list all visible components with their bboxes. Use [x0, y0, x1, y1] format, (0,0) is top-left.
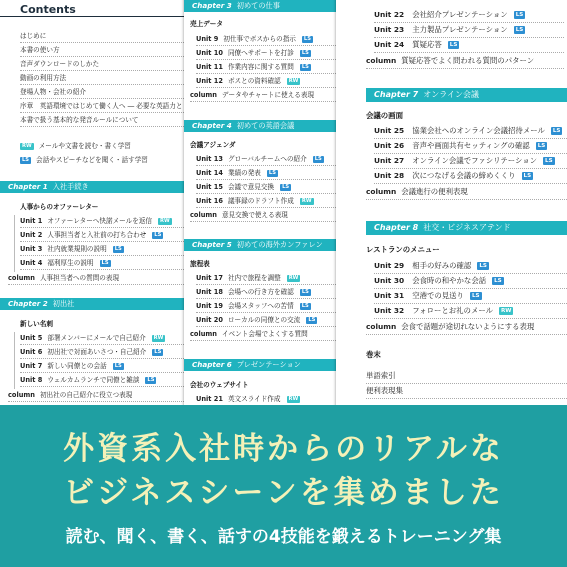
- section-title: 会議の画面: [366, 111, 403, 120]
- unit-number: Unit 12: [196, 77, 223, 85]
- toc-unit-row: [196, 153, 354, 166]
- ls-tag: LS: [114, 362, 122, 369]
- unit-title: 同僚へサポートを打診: [227, 49, 294, 57]
- toc-unit-row: [20, 215, 190, 228]
- ls-tag: LS: [154, 348, 162, 355]
- column-label: column: [190, 91, 217, 99]
- toc-intro-text: 本書で扱う基本的な発音ルールについて: [20, 116, 139, 124]
- toc-column-row: [8, 389, 190, 402]
- toc-unit-row: [196, 300, 354, 313]
- toc-unit-row: [196, 33, 354, 46]
- toc-intro-text: 登場人物・会社の紹介: [20, 88, 86, 96]
- unit-title: 会食時の和やかな会話: [412, 276, 487, 285]
- unit-number: Unit 26: [374, 141, 405, 150]
- unit-title: 議事録のドラフト作成: [227, 197, 294, 205]
- unit-number: Unit 4: [20, 259, 43, 267]
- toc-column-row: [8, 272, 190, 285]
- chapter-title: 初めての英語会議: [236, 121, 295, 130]
- toc-intro-text: 音声ダウンロードのしかた: [20, 60, 100, 68]
- unit-number: Unit 20: [196, 316, 223, 324]
- unit-number: Unit 32: [374, 306, 405, 315]
- appendix-item-text: 単語索引: [366, 371, 396, 380]
- unit-number: Unit 29: [374, 261, 405, 270]
- unit-bracket-line: [14, 215, 15, 272]
- chapter-number: Chapter 3: [192, 1, 232, 10]
- ls-tag: LS: [449, 42, 458, 48]
- column-label: column: [8, 274, 35, 282]
- unit-number: Unit 14: [196, 169, 223, 177]
- ls-tag: LS: [147, 376, 155, 383]
- unit-number: Unit 13: [196, 155, 223, 163]
- unit-number: Unit 15: [196, 183, 223, 191]
- toc-page-right: [336, 0, 567, 416]
- unit-title: 英文スライド作成: [227, 395, 281, 403]
- toc-unit-row: [374, 289, 567, 304]
- appendix-item: [366, 384, 567, 399]
- section-title: 売上データ: [190, 20, 223, 28]
- toc-unit-row: [196, 286, 354, 299]
- unit-title: 新しい同僚との会話: [47, 362, 107, 370]
- toc-unit-row: [196, 181, 354, 194]
- rw-tag: RW: [500, 308, 512, 314]
- toc-column-row: [190, 89, 354, 102]
- column-label: column: [190, 211, 217, 219]
- appendix-item-text: 便利表現集: [366, 386, 403, 395]
- section-title: 会議アジェンダ: [190, 141, 236, 149]
- ls-tag: LS: [303, 35, 311, 42]
- toc-unit-row: [20, 332, 190, 345]
- toc-unit-row: [20, 229, 190, 242]
- toc-unit-row: [374, 139, 567, 154]
- promo-banner: [0, 405, 567, 567]
- toc-unit-row: [374, 38, 564, 53]
- chapter-title: 初めての仕事: [236, 1, 280, 10]
- column-label: column: [8, 391, 35, 399]
- toc-intro-item: [20, 72, 190, 85]
- unit-title: 初仕事でボスからの指示: [223, 35, 296, 43]
- rw-tag: RW: [288, 77, 299, 84]
- unit-title: 主力製品プレゼンテーション: [412, 25, 508, 34]
- toc-intro-item: [20, 58, 190, 71]
- unit-number: Unit 19: [196, 302, 223, 310]
- unit-title: 相手の好みの確認: [412, 261, 472, 270]
- toc-intro-text: はじめに: [20, 32, 47, 40]
- toc-unit-row: [196, 47, 354, 60]
- chapter-1-header: [0, 181, 196, 193]
- toc-intro-text: 動画の利用方法: [20, 74, 67, 82]
- ls-tag: LS: [537, 143, 546, 149]
- unit-number: Unit 18: [196, 288, 223, 296]
- ls-tag: LS: [154, 231, 162, 238]
- unit-title: 部署メンバーにメールで自己紹介: [47, 334, 146, 342]
- unit-title: 協業会社へのオンライン会議招待メール: [412, 126, 545, 135]
- unit-number: Unit 9: [196, 35, 219, 43]
- section-title: 新しい名刺: [20, 320, 53, 328]
- chapter-8-header: [366, 221, 567, 235]
- toc-page-middle: [184, 0, 358, 416]
- unit-title: フォローとお礼のメール: [412, 306, 493, 315]
- rw-tag: RW: [160, 217, 170, 224]
- toc-column-row: [366, 320, 567, 335]
- unit-title: グローバルチームへの紹介: [227, 155, 307, 163]
- unit-title: 社内で旅程を調整: [227, 274, 281, 282]
- unit-title: 作業内容に関する質問: [227, 63, 294, 71]
- unit-title: 次につなげる会議の締めくくり: [412, 171, 516, 180]
- column-title: データやチャートに使える表現: [221, 91, 315, 99]
- unit-title: 業績の発表: [227, 169, 261, 177]
- unit-title: 人事担当者と入社前の打ち合わせ: [47, 231, 147, 239]
- unit-number: Unit 8: [20, 376, 43, 384]
- contents-divider: [0, 16, 196, 17]
- unit-number: Unit 30: [374, 276, 405, 285]
- ls-tag: LS: [479, 263, 487, 269]
- chapter-title: 初出社: [52, 299, 75, 308]
- chapter-6-header: [184, 359, 358, 371]
- ls-tag: LS: [301, 288, 309, 295]
- contents-title: Contents: [20, 3, 76, 16]
- toc-column-row: [190, 328, 354, 341]
- toc-unit-row: [20, 360, 190, 373]
- chapter-7-header: [366, 88, 567, 102]
- chapter-number: Chapter 2: [8, 299, 48, 308]
- ls-tag: LS: [552, 128, 561, 134]
- chapter-3-header: [184, 0, 358, 12]
- toc-unit-row: [196, 75, 354, 88]
- unit-title: 会議で意見交換: [227, 183, 275, 191]
- toc-column-row: [190, 209, 354, 222]
- unit-title: 会場への行き方を確認: [227, 288, 294, 296]
- column-title: 初出社の自己紹介に役立つ表現: [39, 391, 133, 399]
- unit-number: Unit 21: [196, 395, 223, 403]
- ls-tag: LS: [308, 316, 316, 323]
- unit-title: ウェルカムランチで同僚と雑談: [47, 376, 140, 384]
- rw-tag: RW: [288, 274, 299, 281]
- headline-line-1: 外資系入社時からのリアルな: [63, 431, 504, 467]
- column-label: column: [366, 56, 397, 65]
- unit-number: Unit 1: [20, 217, 43, 225]
- toc-unit-row: [374, 154, 567, 169]
- unit-title: 質疑応答: [412, 40, 442, 49]
- rw-tag: RW: [288, 395, 299, 402]
- ls-tag: LS: [471, 293, 480, 299]
- unit-number: Unit 23: [374, 25, 405, 34]
- toc-unit-row: [196, 195, 354, 208]
- toc-intro-item: [20, 30, 190, 43]
- unit-title: 会社紹介プレゼンテーション: [412, 10, 508, 19]
- chapter-title: プレゼンテーション: [236, 360, 301, 369]
- toc-unit-row: [196, 61, 354, 74]
- unit-title: 会場スタッフへの苦情: [227, 302, 294, 310]
- ls-tag: LS: [301, 63, 309, 70]
- section-title: 人事からのオファーレター: [20, 203, 99, 211]
- unit-number: Unit 2: [20, 231, 43, 239]
- unit-number: Unit 22: [374, 10, 405, 19]
- unit-number: Unit 16: [196, 197, 223, 205]
- chapter-title: 入社手続き: [52, 182, 89, 191]
- ls-tag: LS: [282, 183, 290, 190]
- rw-tag: RW: [301, 197, 312, 204]
- section-title: 旅程表: [190, 260, 210, 268]
- toc-intro-item: [20, 86, 190, 99]
- appendix-item: [366, 369, 567, 384]
- unit-title: オファーレターへ快諾メールを返信: [47, 217, 153, 225]
- toc-column-row: [366, 185, 567, 200]
- ls-tag: LS: [22, 156, 30, 163]
- unit-number: Unit 10: [196, 49, 223, 57]
- unit-number: Unit 6: [20, 348, 43, 356]
- toc-unit-row: [20, 346, 190, 359]
- toc-page-left: [0, 0, 196, 416]
- column-label: column: [366, 322, 397, 331]
- chapter-4-header: [184, 120, 358, 132]
- chapter-number: Chapter 5: [192, 240, 232, 249]
- toc-unit-row: [374, 124, 567, 139]
- column-title: 質疑応答でよく問われる質問のパターン: [401, 56, 535, 65]
- unit-number: Unit 25: [374, 126, 405, 135]
- chapter-title: 社交・ビジネスアテンド: [423, 223, 511, 232]
- chapter-number: Chapter 4: [192, 121, 232, 130]
- ls-tag: LS: [114, 245, 122, 252]
- toc-intro-item: [20, 44, 190, 57]
- unit-title: 福利厚生の説明: [47, 259, 94, 267]
- toc-unit-row: [374, 8, 564, 23]
- toc-unit-row: [374, 259, 567, 274]
- column-title: 会食で話題が途切れないようにする表現: [401, 322, 535, 331]
- unit-number: Unit 27: [374, 156, 405, 165]
- toc-unit-row: [20, 374, 190, 387]
- unit-title: 社内就業規則の説明: [47, 245, 107, 253]
- ls-tag: LS: [494, 278, 502, 284]
- unit-number: Unit 17: [196, 274, 223, 282]
- ls-tag: LS: [101, 259, 109, 266]
- toc-unit-row: [20, 257, 190, 270]
- unit-title: 音声や画面共有セッティングの確認: [412, 141, 530, 150]
- toc-intro-text: 本書の使い方: [20, 46, 60, 54]
- ls-tag: LS: [545, 158, 553, 164]
- column-label: column: [366, 187, 397, 196]
- unit-number: Unit 3: [20, 245, 43, 253]
- chapter-number: Chapter 8: [374, 223, 419, 232]
- toc-unit-row: [374, 169, 567, 184]
- toc-intro-item: [20, 100, 190, 113]
- unit-number: Unit 5: [20, 334, 43, 342]
- legend-ls: [20, 154, 190, 166]
- column-title: 意見交換で使える表現: [221, 211, 288, 219]
- ls-tag: LS: [515, 27, 524, 33]
- column-title: 人事担当者への質問の表現: [39, 274, 120, 282]
- unit-number: Unit 7: [20, 362, 43, 370]
- ls-tag: LS: [301, 49, 309, 56]
- chapter-number: Chapter 6: [192, 360, 232, 369]
- headline-line-2: ビジネスシーンを集めました: [63, 475, 504, 511]
- ls-tag: LS: [523, 173, 532, 179]
- appendix-title: 巻末: [366, 350, 381, 359]
- toc-unit-row: [196, 272, 354, 285]
- chapter-number: Chapter 1: [8, 182, 48, 191]
- unit-title: 初出社で対面あいさつ・自己紹介: [47, 348, 147, 356]
- toc-unit-row: [374, 274, 567, 289]
- column-title: イベント会場でよくする質問: [221, 330, 308, 338]
- ls-tag: LS: [314, 155, 322, 162]
- banner-subline: 読む、聞く、書く、話すの4技能を鍛えるトレーニング集: [65, 527, 502, 547]
- toc-intro-item: [20, 114, 190, 127]
- rw-tag: RW: [153, 334, 164, 341]
- legend-rw: [20, 140, 190, 152]
- section-title: レストランのメニュー: [366, 245, 440, 254]
- legend-text: 会話やスピーチなどを聞く・話す学習: [36, 156, 148, 164]
- toc-intro-text: 序章 英語環境ではじめて働く人へ ― 必要な英語力と: [20, 102, 183, 110]
- unit-number: Unit 24: [374, 40, 405, 49]
- unit-number: Unit 28: [374, 171, 405, 180]
- ls-tag: LS: [515, 12, 524, 18]
- legend-text: メールや文書を読む・書く学習: [38, 142, 131, 150]
- section-title: 会社のウェブサイト: [190, 381, 249, 389]
- column-title: 会議進行の便利表現: [401, 187, 468, 196]
- chapter-title: オンライン会議: [423, 90, 480, 99]
- unit-title: ボスとの資料確認: [227, 77, 281, 85]
- toc-unit-row: [196, 314, 354, 327]
- ls-tag: LS: [268, 169, 276, 176]
- chapter-title: 初めての海外カンファレン: [236, 240, 323, 249]
- chapter-number: Chapter 7: [374, 90, 419, 99]
- toc-unit-row: [374, 304, 567, 319]
- unit-number: Unit 11: [196, 63, 223, 71]
- chapter-2-header: [0, 298, 196, 310]
- toc-unit-row: [196, 167, 354, 180]
- unit-title: オンライン会議でファシリテーション: [412, 156, 538, 165]
- unit-title: 空港での見送り: [412, 291, 464, 300]
- ls-tag: LS: [301, 302, 309, 309]
- unit-title: ローカルの同僚との交流: [227, 316, 301, 324]
- column-label: column: [190, 330, 217, 338]
- toc-column-row: [366, 54, 564, 69]
- unit-number: Unit 31: [374, 291, 405, 300]
- chapter-5-header: [184, 239, 358, 251]
- toc-unit-row: [374, 23, 564, 38]
- rw-tag: RW: [22, 142, 32, 149]
- unit-bracket-line: [14, 332, 15, 389]
- toc-unit-row: [20, 243, 190, 256]
